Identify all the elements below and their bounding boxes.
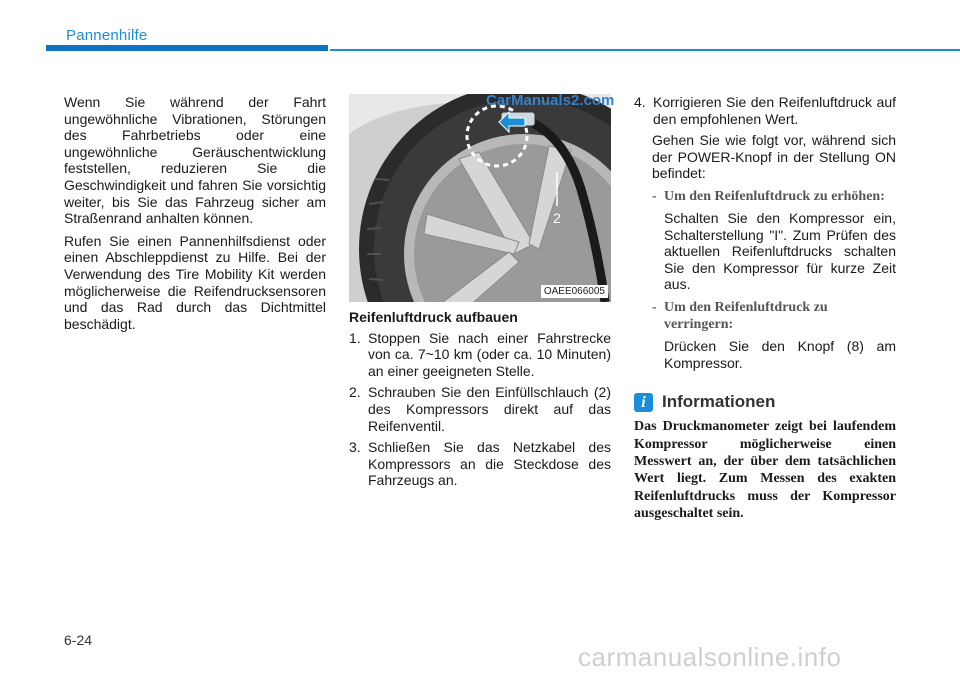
info-icon: i — [634, 393, 653, 412]
option-heading-text: Um den Reifenluftdruck zu erhöhen: — [664, 188, 885, 204]
step-item — [349, 330, 611, 380]
callout-number: 2 — [553, 210, 561, 226]
right-column — [634, 94, 896, 529]
info-header — [634, 393, 896, 412]
header-rule-thick — [46, 45, 328, 51]
step-number: 3. — [349, 439, 361, 456]
figure-code: OAEE066005 — [541, 285, 608, 298]
option-dash: - — [652, 299, 657, 315]
step-text: Schließen Sie das Netzkabel des Kompressors an die Steckdose des Fahrzeugs an. — [368, 439, 611, 489]
step-text: Stoppen Sie nach einer Fahrstrecke von ca. 7~10 km (oder ca. 10 Minuten) an einer geeigneten Stelle. — [368, 329, 611, 379]
tire-valve-figure — [349, 94, 611, 302]
step-item — [634, 94, 896, 127]
top-watermark: CarManuals2.com — [486, 92, 615, 109]
header-rule-thin — [330, 49, 960, 51]
step-item — [349, 439, 611, 489]
wheel-illustration — [349, 94, 611, 302]
left-column — [64, 94, 326, 338]
option-body: Drücken Sie den Knopf (8) am Kompressor. — [664, 337, 896, 371]
page-number: 6-24 — [64, 632, 93, 648]
option-heading — [652, 188, 896, 205]
footer-watermark: carmanualsonline.info — [578, 642, 842, 672]
step-item — [349, 384, 611, 434]
service-paragraph: Rufen Sie einen Pannenhilfsdienst oder einen Abschleppdienst zu Hilfe. Bei der Verwendung des Tire Mobility Kit werden möglicherweise die Reifendrucksensoren und das Rad durch das Dichtmittel beschädigt. — [64, 232, 326, 332]
procedure-heading: Reifenluftdruck aufbauen — [349, 309, 518, 325]
intro-paragraph: Wenn Sie während der Fahrt ungewöhnliche Vibrationen, Störungen des Fahrbetriebs oder eine ungewöhnliche Geräuschentwicklung feststellen, reduzieren Sie die Geschwindigkeit und fahren Sie vorsichtig weiter, bis Sie das Fahrzeug sicher am Straßenrand anhalten können. — [64, 94, 326, 227]
option-heading — [652, 299, 896, 333]
info-text: Das Druckmanometer zeigt bei laufendem Kompressor möglicherweise einen Messwert an, der über dem tatsächlichen Wert liegt. Zum Messen des exakten Reifenluftdrucks muss der Kompressor ausgeschaltet sein. — [634, 419, 896, 522]
step-number: 2. — [349, 384, 361, 401]
option-dash: - — [652, 188, 657, 204]
middle-column — [349, 309, 611, 494]
step-number: 1. — [349, 329, 361, 346]
step-number: 4. — [634, 94, 646, 110]
option-body: Schalten Sie den Kompressor ein, Schalterstellung "I". Zum Prüfen des aktuellen Reifenluftdrucks schalten Sie den Kompressor für kurze Zeit aus. — [664, 209, 896, 293]
step-intro: Gehen Sie wie folgt vor, während sich der POWER-Knopf in der Stellung ON befindet: — [652, 132, 896, 182]
option-heading-text: Um den Reifenluftdruck zu verringern: — [664, 299, 828, 332]
step-text: Schrauben Sie den Einfüllschlauch (2) des Kompressors direkt auf das Reifenventil. — [368, 384, 611, 434]
step-text: Korrigieren Sie den Reifenluftdruck auf den empfohlenen Wert. — [653, 94, 896, 127]
info-title: Informationen — [662, 392, 776, 412]
section-title: Pannenhilfe — [66, 27, 148, 44]
